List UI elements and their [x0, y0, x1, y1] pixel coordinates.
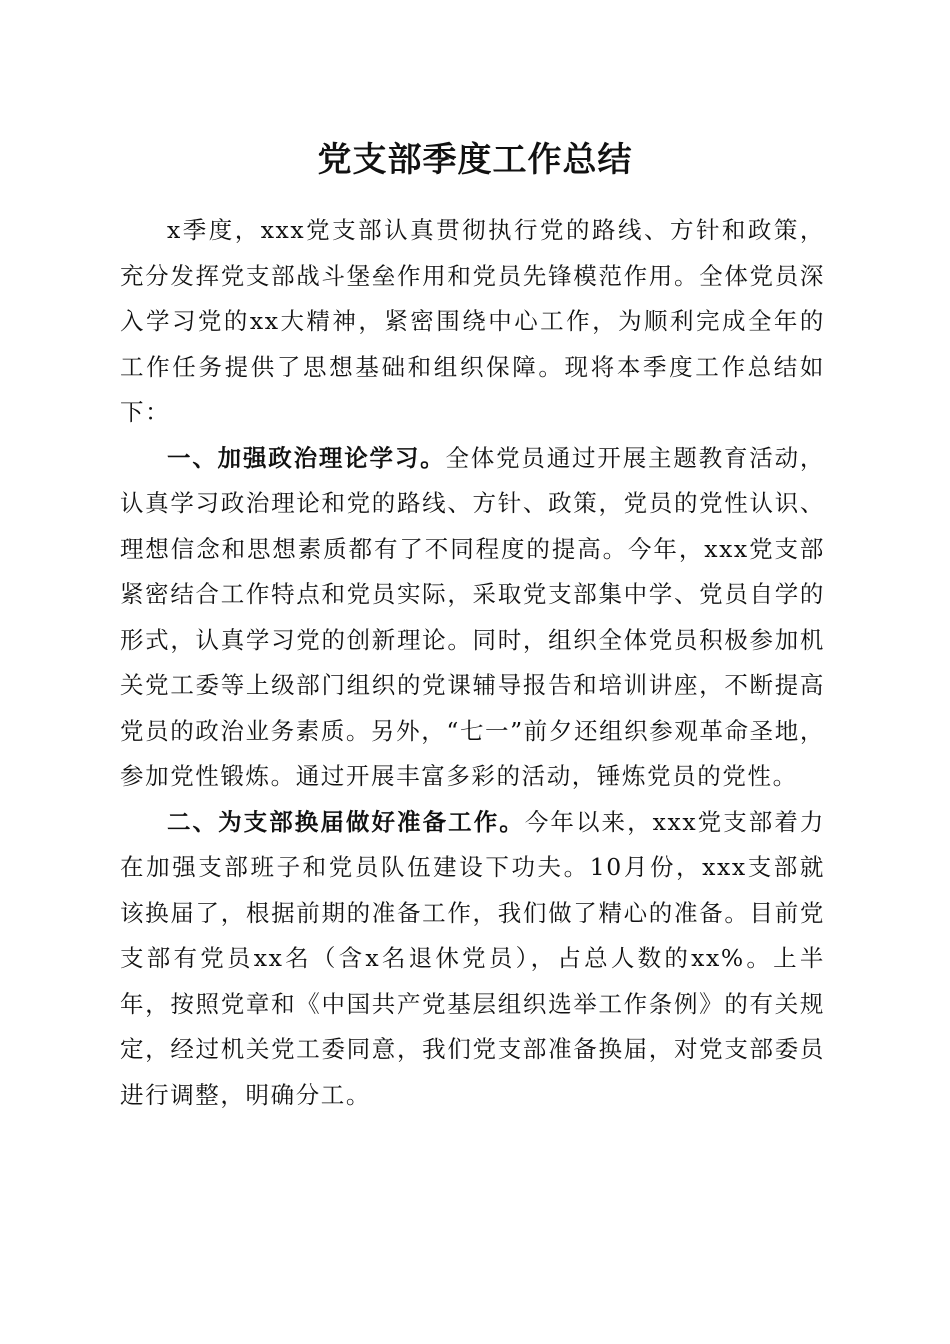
paragraph-text: 全体党员通过开展主题教育活动，认真学习政治理论和党的路线、方针、政策，党员的党性认识、理想信念和思想素质都有了不同程度的提高。今年，xxx党支部紧密结合工作特点和党员实际，采取党支部集中学、党员自学的形式，认真学习党的创新理论。同时，组织全体党员积极参加机关党工委等上级部门组织的党课辅导报告和培训讲座，不断提高党员的政治业务素质。另外，“七一”前夕还组织参观革命圣地，参加党性锻炼。通过开展丰富多彩的活动，锤炼党员的党性。 [120, 443, 826, 790]
paragraph-intro [120, 208, 825, 436]
paragraph-section-2 [120, 800, 825, 1119]
paragraph-text: 今年以来，xxx党支部着力在加强支部班子和党员队伍建设下功夫。10月份，xxx支部就该换届了，根据前期的准备工作，我们做了精心的准备。目前党支部有党员xx名（含x名退休党员），占总人数的xx%。上半年，按照党章和《中国共产党基层组织选举工作条例》的有关规定，经过机关党工委同意，我们党支部准备换届，对党支部委员进行调整，明确分工。 [120, 807, 825, 1109]
section-heading: 一、加强政治理论学习。 [167, 443, 446, 472]
document-title: 党支部季度工作总结 [317, 140, 633, 180]
document-body [120, 208, 825, 1118]
section-heading: 二、为支部换届做好准备工作。 [167, 807, 525, 836]
paragraph-section-1 [120, 436, 825, 800]
paragraph-text: x季度，xxx党支部认真贯彻执行党的路线、方针和政策，充分发挥党支部战斗堡垒作用和党员先锋模范作用。全体党员深入学习党的xx大精神，紧密围绕中心工作，为顺利完成全年的工作任务提供了思想基础和组织保障。现将本季度工作总结如下： [120, 216, 825, 426]
